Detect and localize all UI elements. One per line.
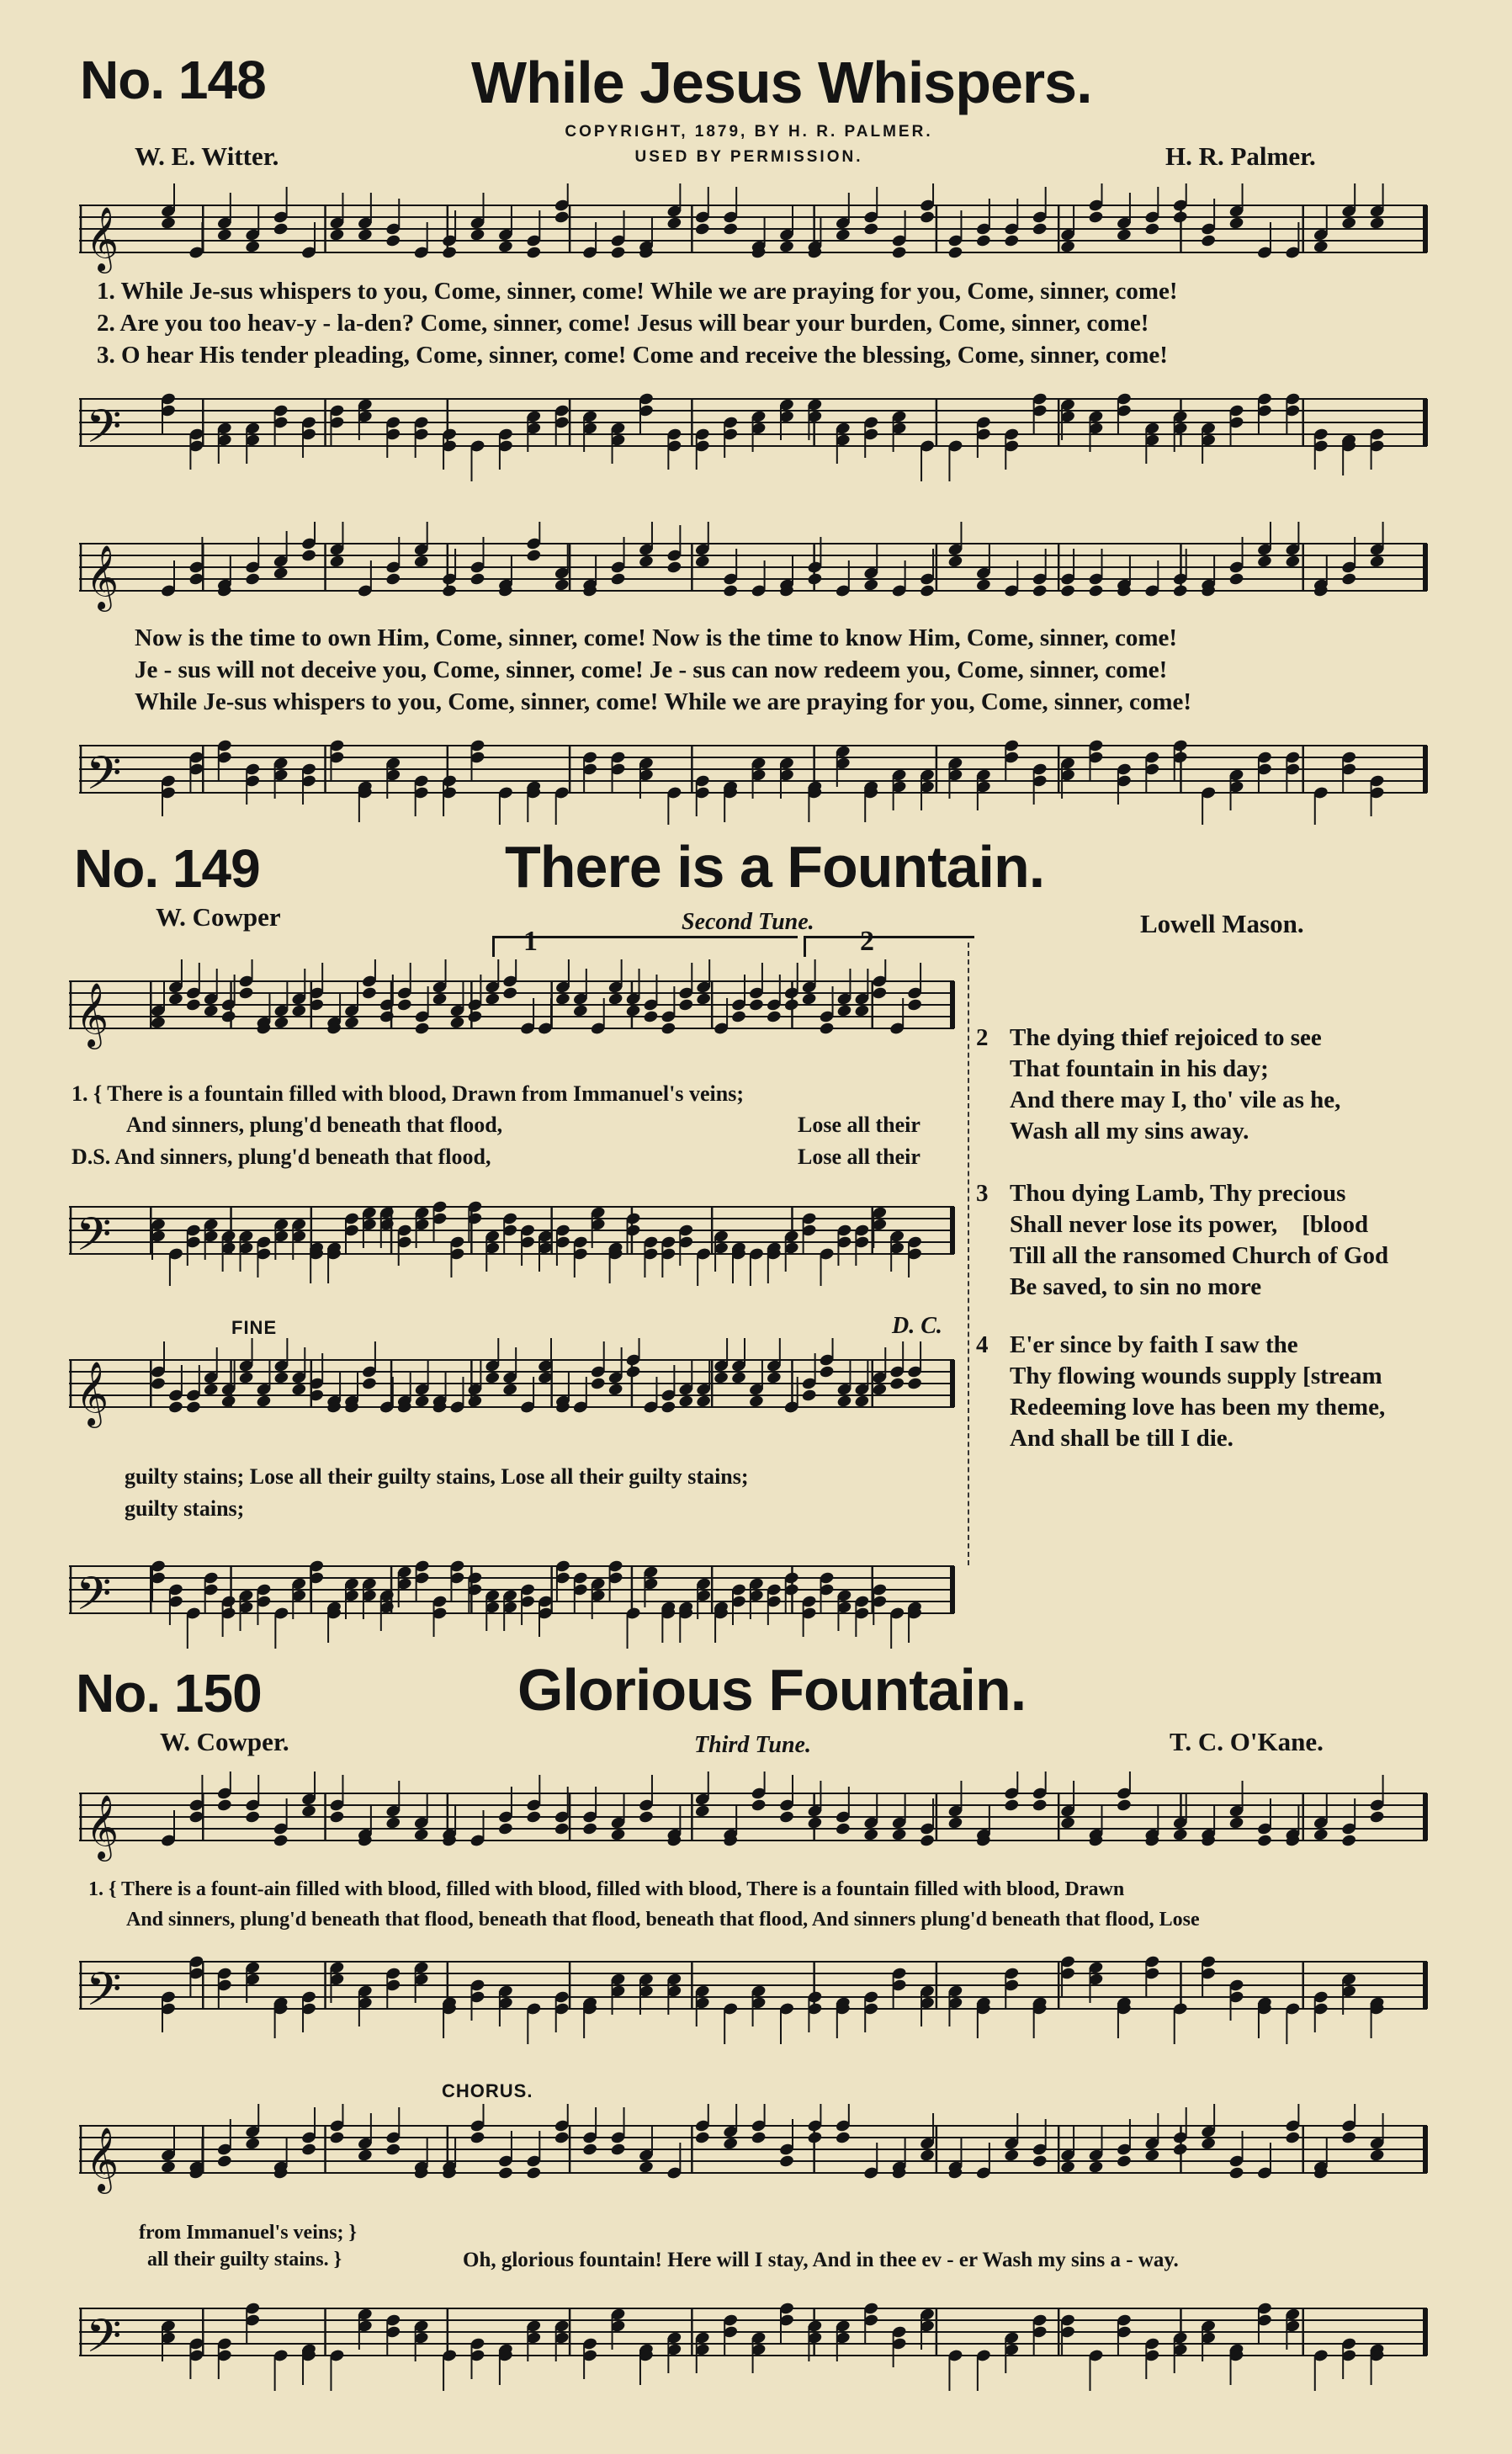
column-divider [968, 943, 972, 1565]
verse-line: Wash all my sins away. [1010, 1118, 1249, 1145]
hymn-149-continuation-1: guilty stains; Lose all their guilty stains, Lose all their guilty stains; [125, 1464, 749, 1489]
fine-marker: FINE [231, 1317, 278, 1338]
hymn-148-lyric-line-4: Now is the time to own Him, Come, sinner, come! Now is the time to know Him, Come, sinner, come! [135, 624, 1178, 651]
svg-text:𝄞: 𝄞 [86, 544, 119, 609]
hymn-149-verse1-line3-end: Lose all their [798, 1145, 920, 1169]
svg-text:𝄢: 𝄢 [86, 746, 122, 811]
hymn-149-continuation-2: guilty stains; [125, 1496, 245, 1521]
hymn-148-staff-bass-2 [76, 724, 1430, 825]
hymn-148-lyric-line-3: 3. O hear His tender pleading, Come, sinner, come! Come and receive the blessing, Come, sinner, come! [97, 342, 1168, 369]
verse-line: Redeeming love has been my theme, [1010, 1394, 1386, 1421]
svg-text:𝄢: 𝄢 [86, 400, 122, 465]
verse-number: 3 [976, 1180, 989, 1207]
hymn-149-verse1-line2-end: Lose all their [798, 1113, 920, 1137]
verse-number: 4 [976, 1331, 989, 1358]
svg-text:𝄞: 𝄞 [76, 1361, 109, 1426]
hymn-148-lyric-line-5: Je - sus will not deceive you, Come, sinner, come! Je - sus can now redeem you, Come, sinner, come! [135, 656, 1168, 683]
verse-number: 2 [976, 1024, 989, 1051]
verse-line: E'er since by faith I saw the [1010, 1331, 1298, 1358]
hymn-150-staff-treble-2 [76, 2104, 1430, 2205]
hymn-150-lyric-line-1: 1. { There is a fount-ain filled with blood, filled with blood, filled with blood, There is a fountain filled with blood, Drawn [88, 1878, 1125, 1900]
svg-text:𝄢: 𝄢 [76, 1208, 112, 1272]
hymn-149-staff-bass-1 [66, 1185, 958, 1286]
svg-text:𝄢: 𝄢 [86, 1963, 122, 2027]
first-ending-number: 1 [523, 926, 538, 957]
hymn-148-words-by: W. E. Witter. [135, 141, 279, 171]
hymn-148-permission: USED BY PERMISSION. [634, 148, 863, 166]
svg-text:𝄞: 𝄞 [76, 982, 109, 1047]
hymn-149-music-by: Lowell Mason. [1140, 909, 1304, 938]
svg-text:𝄞: 𝄞 [86, 1794, 119, 1859]
verse-line: Shall never lose its power, [blood [1010, 1211, 1369, 1238]
second-ending-bracket [804, 936, 974, 957]
hymn-148-lyric-line-6: While Je-sus whispers to you, Come, sinner, come! While we are praying for you, Come, sinner, come! [135, 688, 1192, 715]
hymn-150-tune-label: Third Tune. [694, 1732, 811, 1758]
hymn-149-words-by: W. Cowper [156, 902, 281, 932]
hymn-150-end-line-2: all their guilty stains. } [147, 2249, 342, 2271]
hymn-148-staff-treble-2 [76, 522, 1430, 623]
hymn-149-title: There is a Fountain. [505, 834, 1045, 900]
hymn-149-tune-label: Second Tune. [682, 909, 814, 935]
first-ending-bracket [492, 936, 798, 957]
verse-line: Be saved, to sin no more [1010, 1273, 1262, 1300]
chorus-label: CHORUS. [442, 2080, 533, 2101]
hymn-148-lyric-line-1: 1. While Je-sus whispers to you, Come, sinner, come! While we are praying for you, Come, sinner, come! [97, 278, 1178, 305]
hymn-148-lyric-line-2: 2. Are you too heav-y - la-den? Come, sinner, come! Jesus will bear your burden, Come, sinner, come! [97, 310, 1149, 337]
hymn-149-staff-treble-1 [66, 959, 958, 1060]
hymn-149-staff-bass-2 [66, 1540, 958, 1658]
hymn-148-staff-bass-1 [76, 374, 1430, 484]
svg-text:𝄢: 𝄢 [86, 2309, 122, 2374]
hymn-150-title: Glorious Fountain. [517, 1657, 1027, 1723]
hymn-150-staff-treble-1 [76, 1771, 1430, 1872]
hymn-150-music-by: T. C. O'Kane. [1170, 1727, 1324, 1756]
hymn-148-copyright: COPYRIGHT, 1879, BY H. R. PALMER. [565, 123, 933, 141]
verse-line: Thou dying Lamb, Thy precious [1010, 1180, 1346, 1207]
hymn-150-staff-bass-2 [76, 2281, 1430, 2407]
hymn-150-end-line-1: from Immanuel's veins; } [139, 2222, 358, 2244]
hymn-148-staff-treble-1 [76, 183, 1430, 284]
hymn-148-number: No. 148 [80, 50, 266, 110]
hymn-148-title: While Jesus Whispers. [471, 50, 1092, 115]
hymn-150-number: No. 150 [76, 1663, 262, 1724]
verse-line: And shall be till I die. [1010, 1425, 1233, 1452]
hymn-149-verse1-line2: And sinners, plung'd beneath that flood, [126, 1113, 503, 1137]
verse-line: And there may I, tho' vile as he, [1010, 1086, 1341, 1113]
dc-marker: D. C. [892, 1313, 942, 1339]
second-ending-number: 2 [860, 926, 874, 957]
svg-text:𝄞: 𝄞 [86, 2127, 119, 2191]
verse-line: That fountain in his day; [1010, 1055, 1269, 1082]
hymn-149-number: No. 149 [74, 838, 260, 899]
hymn-149-verse1-line3: D.S. And sinners, plung'd beneath that flood, [72, 1145, 491, 1169]
hymn-148-music-by: H. R. Palmer. [1165, 141, 1316, 171]
hymn-150-chorus-text: Oh, glorious fountain! Here will I stay, And in thee ev - er Wash my sins a - way. [463, 2249, 1179, 2271]
hymn-150-staff-bass-1 [76, 1936, 1430, 2053]
hymn-150-words-by: W. Cowper. [160, 1727, 289, 1756]
verse-line: Till all the ransomed Church of God [1010, 1242, 1389, 1269]
hymn-150-lyric-line-2: And sinners, plung'd beneath that flood, beneath that flood, beneath that flood, And sinners plung'd beneath that flood, Lose [126, 1909, 1200, 1931]
svg-text:𝄞: 𝄞 [86, 206, 119, 271]
hymn-149-staff-treble-2 [66, 1338, 958, 1439]
verse-line: Thy flowing wounds supply [stream [1010, 1362, 1382, 1389]
verse-line: The dying thief rejoiced to see [1010, 1024, 1322, 1051]
svg-text:𝄢: 𝄢 [76, 1567, 112, 1632]
hymn-149-verse1-line1: 1. { There is a fountain filled with blood, Drawn from Immanuel's veins; [72, 1081, 744, 1106]
